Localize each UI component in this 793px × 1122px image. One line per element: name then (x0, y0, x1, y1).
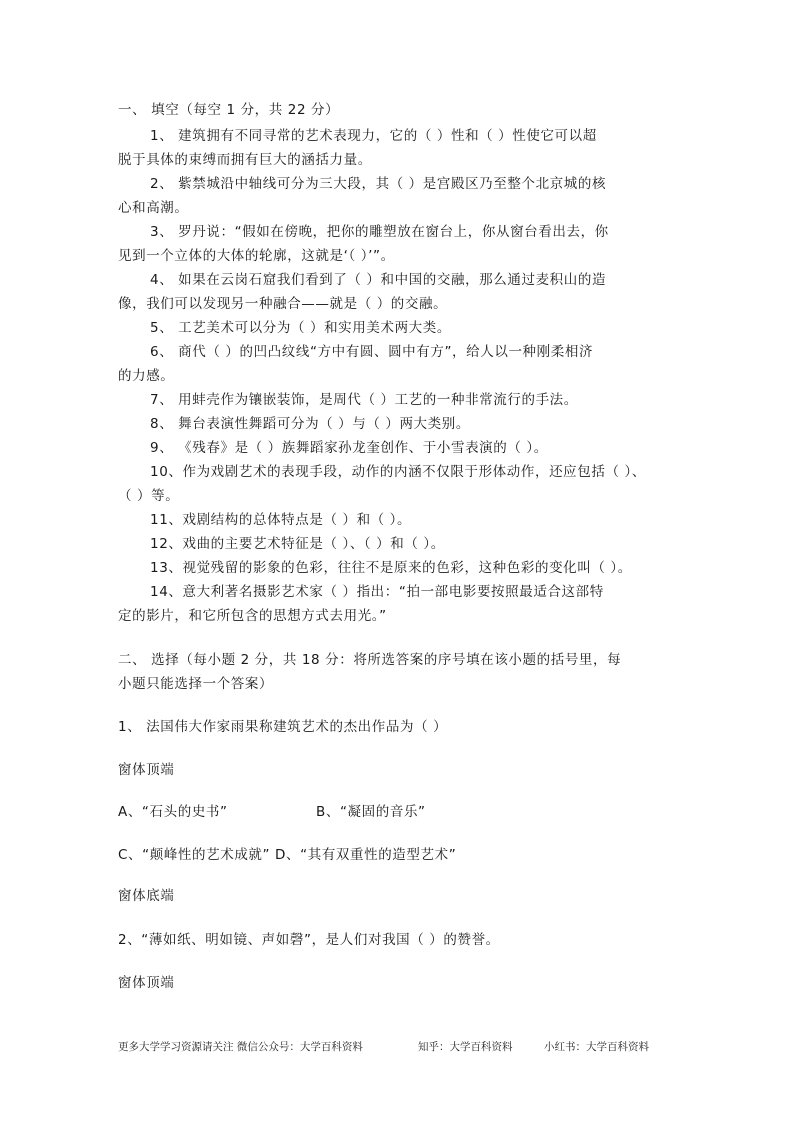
q14-line-2: 定的影片，和它所包含的思想方式去用光。” (118, 608, 387, 624)
q6-line-2: 的力感。 (118, 368, 175, 384)
q12-line: 12、戏曲的主要艺术特征是（ ）、（ ）和（ ）。 (150, 536, 445, 552)
q6-line-1: 6、 商代（ ）的凹凸纹线“方中有圆、圆中有方”，给人以一种刚柔相济 (150, 344, 594, 360)
q13-line: 13、视觉残留的影象的色彩，往往不是原来的色彩，这种色彩的变化叫（ ）。 (150, 560, 632, 576)
window-top-marker-2: 窗体顶端 (118, 975, 175, 991)
option-a: A、“石头的史书” (118, 804, 228, 820)
footer-wechat: 更多大学学习资源请关注 微信公众号：大学百科资料 (118, 1041, 363, 1053)
q1-line-1: 1、 建筑拥有不同寻常的艺术表现力，它的（ ）性和（ ）性使它可以超 (150, 128, 597, 144)
section-2-heading-line-2: 小题只能选择一个答案） (118, 676, 274, 692)
section-2-heading-line-1: 二、 选择（每小题 2 分，共 18 分：将所选答案的序号填在该小题的括号里，每 (118, 652, 622, 668)
q4-line-1: 4、 如果在云岗石窟我们看到了（ ）和中国的交融，那么通过麦积山的造 (150, 272, 607, 288)
q3-line-2: 见到一个立体的大体的轮廓，这就是‘（ ）’”。 (118, 248, 395, 264)
q1-line-2: 脱于具体的束缚而拥有巨大的涵括力量。 (118, 152, 372, 168)
q9-line: 9、 《残春》是（ ）族舞蹈家孙龙奎创作、于小雪表演的（ ）。 (150, 440, 548, 456)
q7-line: 7、 用蚌壳作为镶嵌装饰，是周代（ ）工艺的一种非常流行的手法。 (150, 392, 578, 408)
footer-zhihu: 知乎：大学百科资料 (418, 1041, 513, 1053)
q10-line-2: （ ）等。 (118, 488, 180, 504)
choice-q1: 1、 法国伟大作家雨果称建筑艺术的杰出作品为（ ） (118, 719, 448, 735)
footer-xiaohongshu: 小红书：大学百科资料 (544, 1041, 649, 1053)
q11-line: 11、戏剧结构的总体特点是（ ）和（ ）。 (150, 512, 412, 528)
window-top-marker: 窗体顶端 (118, 762, 175, 778)
q10-line-1: 10、作为戏剧艺术的表现手段，动作的内涵不仅限于形体动作，还应包括（ ）、 (150, 464, 646, 480)
option-b: B、“凝固的音乐” (316, 804, 426, 820)
q14-line-1: 14、意大利著名摄影艺术家（ ）指出：“拍一部电影要按照最适合这部特 (150, 584, 604, 600)
q8-line: 8、 舞台表演性舞蹈可分为（ ）与（ ）两大类别。 (150, 416, 470, 432)
option-c-d: C、“颠峰性的艺术成就” D、“其有双重性的造型艺术” (118, 847, 457, 863)
q4-line-2: 像，我们可以发现另一种融合——就是（ ）的交融。 (118, 296, 448, 312)
q5-line: 5、 工艺美术可以分为（ ）和实用美术两大类。 (150, 320, 451, 336)
q3-line-1: 3、 罗丹说：“假如在傍晚，把你的雕塑放在窗台上，你从窗台看出去，你 (150, 224, 609, 240)
section-1-heading: 一、 填空（每空 1 分，共 22 分） (118, 102, 340, 118)
window-bottom-marker: 窗体底端 (118, 888, 175, 904)
choice-q2: 2、“薄如纸、明如镜、声如磬”，是人们对我国（ ）的赞誉。 (118, 932, 500, 948)
q2-line-2: 心和高潮。 (118, 200, 189, 216)
q2-line-1: 2、 紫禁城沿中轴线可分为三大段，其（ ）是宫殿区乃至整个北京城的核 (150, 176, 607, 192)
